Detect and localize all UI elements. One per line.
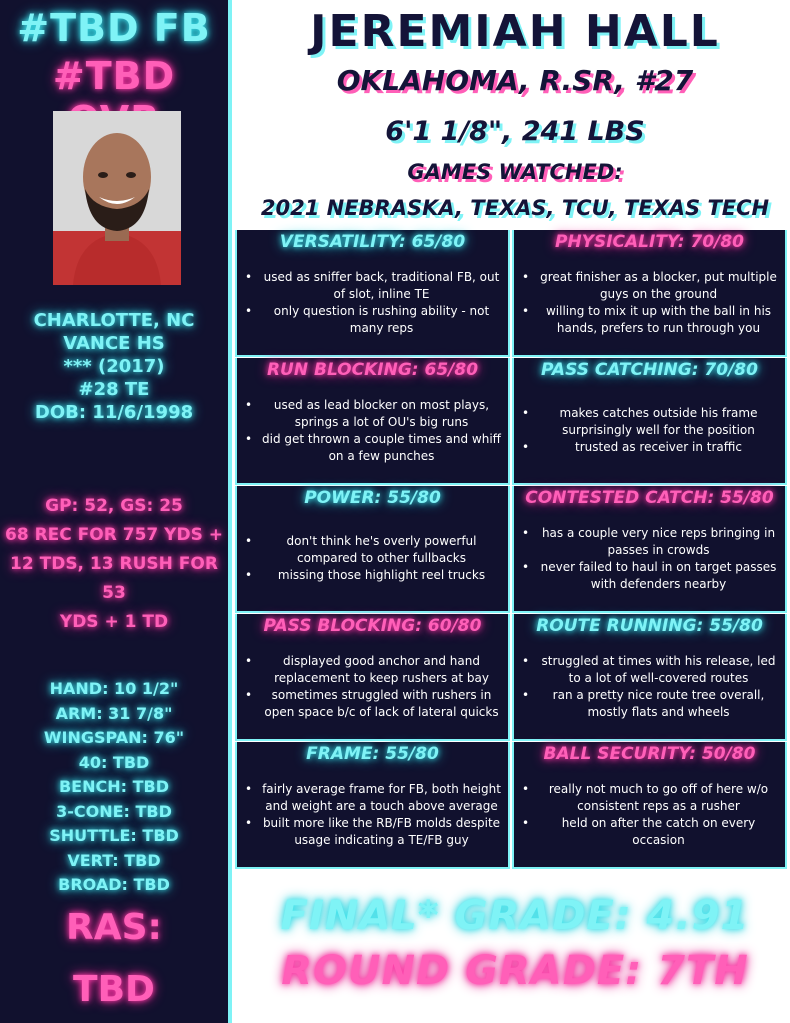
trait-bullet: • really not much to go off of here w/o consistent reps as a rusher — [518, 781, 781, 815]
trait-card-physicality — [512, 230, 787, 357]
trait-bullet: • has a couple very nice reps bringing in passes in crowds — [518, 525, 781, 559]
trait-bullet: • never failed to haul in on target passes with defenders nearby — [518, 559, 781, 593]
trait-bullet: • displayed good anchor and hand replacement to keep rushers at bay — [241, 653, 504, 687]
school-line: OKLAHOMA, R.SR, #27 — [336, 64, 694, 97]
player-name: JEREMIAH HALL — [310, 6, 720, 57]
career-stats — [0, 492, 228, 637]
ovr-label: #TBD — [52, 54, 176, 98]
trait-bullet: • trusted as receiver in traffic — [518, 439, 781, 456]
measurables — [0, 677, 228, 898]
trait-bullet: • missing those highlight reel trucks — [241, 567, 504, 584]
trait-bullet: • did get thrown a couple times and whiff on a few punches — [241, 431, 504, 465]
trait-title: FRAME: 55/80 — [306, 744, 439, 764]
trait-bullet: • great finisher as a blocker, put multiple guys on the ground — [518, 269, 781, 303]
trait-bullet: • don't think he's overly powerful compared to other fullbacks — [241, 533, 504, 567]
measurable-40: 40: TBD — [78, 752, 150, 772]
date-of-birth: DOB: 11/6/1998 — [34, 402, 194, 423]
trait-title: POWER: 55/80 — [304, 488, 441, 508]
trait-bullet: • only question is rushing ability - not many reps — [241, 303, 504, 337]
ras-value: TBD — [73, 969, 155, 1010]
trait-title: ROUTE RUNNING: 55/80 — [536, 616, 763, 636]
trait-bullet: • struggled at times with his release, led to a lot of well-covered routes — [518, 653, 781, 687]
recruit-rank: #28 TE — [78, 379, 150, 400]
trait-card-contested-catch — [512, 486, 787, 613]
measurable-arm: ARM: 31 7/8" — [55, 703, 173, 723]
player-photo — [53, 111, 181, 285]
trait-bullet: • sometimes struggled with rushers in open space b/c of lack of lateral quicks — [241, 687, 504, 721]
trait-card-route-running — [512, 614, 787, 741]
trait-bullet: • used as lead blocker on most plays, springs a lot of OU's big runs — [241, 397, 504, 431]
measurable-wingspan: WINGSPAN: 76" — [43, 728, 185, 747]
trait-title: VERSATILITY: 65/80 — [279, 232, 466, 252]
trait-bullet: • willing to mix it up with the ball in his hands, prefers to run through you — [518, 303, 781, 337]
trait-card-versatility — [235, 230, 510, 357]
recruit-rating: *** (2017) — [63, 356, 165, 377]
trait-card-power — [235, 486, 510, 613]
measurable-hand: HAND: 10 1/2" — [49, 679, 179, 698]
hometown-city: CHARLOTTE, NC — [33, 310, 195, 331]
measurable-vert: VERT: TBD — [67, 850, 161, 870]
ras-label: RAS: — [66, 907, 162, 948]
stats-line: YDS + 1 TD — [59, 612, 169, 632]
trait-bullet: • built more like the RB/FB molds despite usage indicating a TE/FB guy — [241, 815, 504, 849]
trait-card-pass-catching — [512, 358, 787, 485]
trait-bullet: • fairly average frame for FB, both height and weight are a touch above average — [241, 781, 504, 815]
round-grade: ROUND GRADE: 7TH — [281, 948, 749, 994]
sidebar — [0, 0, 232, 1023]
trait-card-pass-blocking — [235, 614, 510, 741]
games-list: 2021 NEBRASKA, TEXAS, TCU, TEXAS TECH — [260, 196, 770, 220]
stats-line: GP: 52, GS: 25 — [45, 496, 183, 516]
trait-title: PASS BLOCKING: 60/80 — [263, 616, 482, 636]
trait-bullet: • held on after the catch on every occasion — [518, 815, 781, 849]
trait-bullet: • ran a pretty nice route tree overall, mostly flats and wheels — [518, 687, 781, 721]
stats-line: 12 TDS, 13 RUSH FOR 53 — [10, 554, 218, 603]
trait-bullet: • used as sniffer back, traditional FB, out of slot, inline TE — [241, 269, 504, 303]
games-label: GAMES WATCHED: — [407, 160, 623, 184]
measurable-shuttle: SHUTTLE: TBD — [49, 826, 179, 845]
measurable-broad: BROAD: TBD — [58, 875, 170, 894]
stats-line: 68 REC FOR 757 YDS + — [5, 525, 223, 545]
measurable-bench: BENCH: TBD — [58, 777, 169, 796]
trait-title: CONTESTED CATCH: 55/80 — [525, 488, 774, 508]
size-line: 6'1 1/8", 241 LBS — [385, 116, 645, 147]
measurable-3cone: 3-CONE: TBD — [56, 801, 172, 821]
high-school: VANCE HS — [63, 333, 165, 354]
final-grade: FINAL* GRADE: 4.91 — [280, 893, 750, 939]
trait-card-run-blocking — [235, 358, 510, 485]
trait-title: PASS CATCHING: 70/80 — [541, 360, 758, 380]
trait-bullet: • makes catches outside his frame surprisingly well for the position — [518, 405, 781, 439]
trait-title: RUN BLOCKING: 65/80 — [266, 360, 479, 380]
trait-card-frame — [235, 742, 510, 869]
trait-card-ball-security — [512, 742, 787, 869]
trait-title: BALL SECURITY: 50/80 — [543, 744, 756, 764]
hometown-block — [0, 309, 228, 424]
trait-title: PHYSICALITY: 70/80 — [554, 232, 745, 252]
team-label: #TBD FB — [17, 6, 211, 50]
